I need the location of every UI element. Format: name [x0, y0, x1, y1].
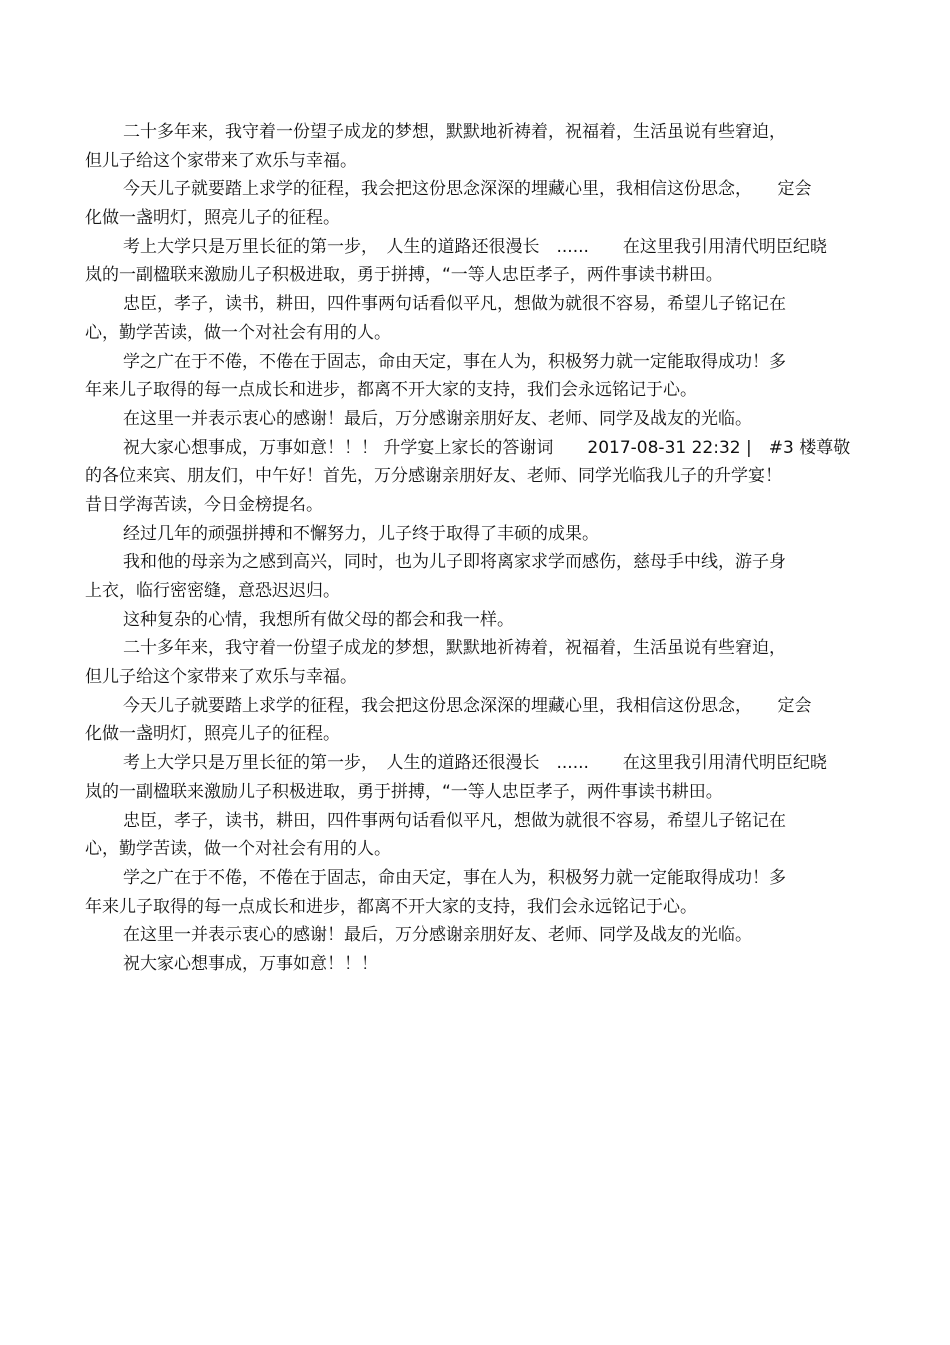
text-line: 化做一盏明灯，照亮儿子的征程。: [85, 208, 340, 229]
text-line: 考上大学只是万里长征的第一步， 人生的道路还很漫长 ...... 在这里我引用清代明臣纪晓: [123, 236, 827, 257]
text-line: 但儿子给这个家带来了欢乐与幸福。: [85, 150, 357, 171]
text-line: 二十多年来，我守着一份望子成龙的梦想，默默地祈祷着，祝福着，生活虽说有些窘迫，: [123, 122, 786, 142]
text-line: 经过几年的顽强拼搏和不懈努力，儿子终于取得了丰硕的成果。: [123, 523, 599, 544]
text-line: 的各位来宾、朋友们，中午好！首先，万分感谢亲朋好友、老师、同学光临我儿子的升学宴！: [85, 466, 782, 487]
text-line: 祝大家心想事成，万事如意！！！ 升学宴上家长的答谢词 2017-08-31 22:32 | #3 楼尊敬: [123, 437, 851, 458]
text-line: 忠臣，孝子，读书，耕田，四件事两句话看似平凡，想做为就很不容易，希望儿子铭记在: [123, 810, 786, 831]
text-line: 年来儿子取得的每一点成长和进步，都离不开大家的支持，我们会永远铭记于心。: [85, 380, 697, 401]
text-line: 心，勤学苦读，做一个对社会有用的人。: [85, 322, 391, 343]
text-line: 学之广在于不倦，不倦在于固志，命由天定，事在人为，积极努力就一定能取得成功！多: [123, 351, 786, 372]
text-line: 心，勤学苦读，做一个对社会有用的人。: [85, 839, 391, 860]
text-line: 岚的一副楹联来激励儿子积极进取，勇于拼搏，“一等人忠臣孝子，两件事读书耕田。: [85, 265, 723, 286]
text-line: 今天儿子就要踏上求学的征程，我会把这份思念深深的埋藏心里，我相信这份思念， 定会: [123, 695, 812, 716]
document-body: [85, 118, 865, 979]
text-line: 上衣，临行密密缝，意恐迟迟归。: [85, 581, 340, 601]
text-line: 忠臣，孝子，读书，耕田，四件事两句话看似平凡，想做为就很不容易，希望儿子铭记在: [123, 294, 786, 315]
text-line: 我和他的母亲为之感到高兴，同时，也为儿子即将离家求学而感伤，慈母手中线，游子身: [123, 552, 786, 573]
text-line: 但儿子给这个家带来了欢乐与幸福。: [85, 667, 357, 688]
text-line: 考上大学只是万里长征的第一步， 人生的道路还很漫长 ...... 在这里我引用清代明臣纪晓: [123, 753, 827, 774]
text-line: 昔日学海苦读，今日金榜提名。: [85, 494, 323, 515]
text-line: 岚的一副楹联来激励儿子积极进取，勇于拼搏，“一等人忠臣孝子，两件事读书耕田。: [85, 781, 723, 802]
text-line: 二十多年来，我守着一份望子成龙的梦想，默默地祈祷着，祝福着，生活虽说有些窘迫，: [123, 638, 786, 659]
text-line: 学之广在于不倦，不倦在于固志，命由天定，事在人为，积极努力就一定能取得成功！多: [123, 867, 786, 888]
text-line: 这种复杂的心情，我想所有做父母的都会和我一样。: [123, 609, 514, 630]
text-line: 在这里一并表示衷心的感谢！最后，万分感谢亲朋好友、老师、同学及战友的光临。: [123, 408, 752, 429]
text-line: 年来儿子取得的每一点成长和进步，都离不开大家的支持，我们会永远铭记于心。: [85, 896, 697, 917]
text-line: 化做一盏明灯，照亮儿子的征程。: [85, 724, 340, 745]
text-line: 祝大家心想事成，万事如意！！！: [123, 953, 378, 974]
text-line: 在这里一并表示衷心的感谢！最后，万分感谢亲朋好友、老师、同学及战友的光临。: [123, 925, 752, 946]
text-line: 今天儿子就要踏上求学的征程，我会把这份思念深深的埋藏心里，我相信这份思念， 定会: [123, 179, 812, 200]
